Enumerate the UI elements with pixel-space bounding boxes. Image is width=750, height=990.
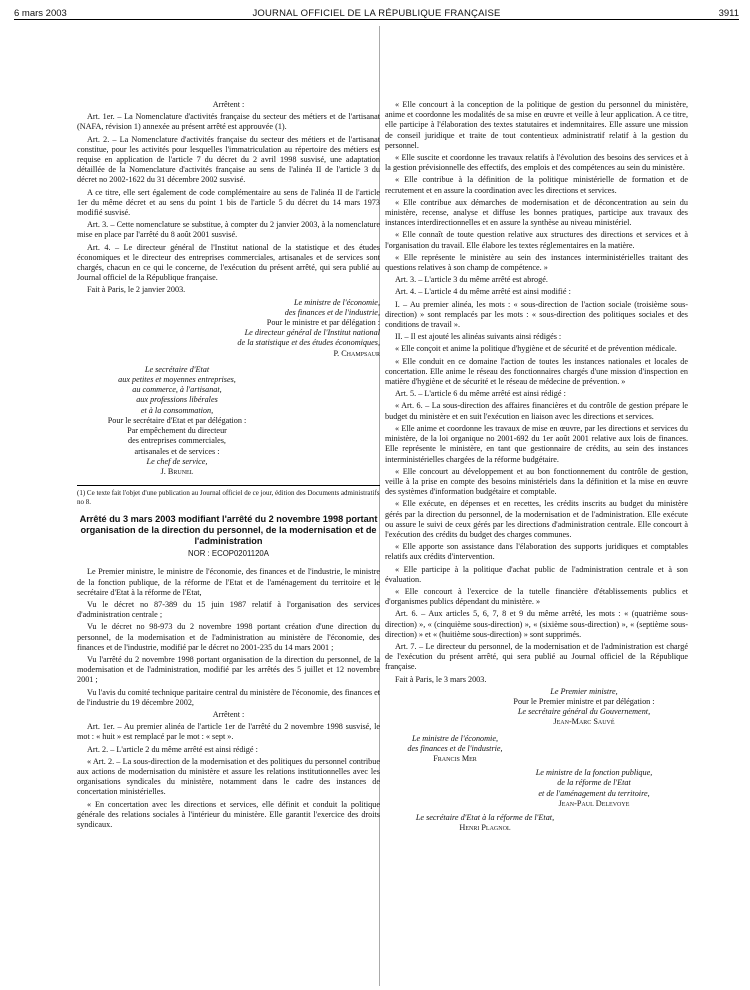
signatory-name: Jean-Paul Delevoye: [558, 798, 630, 808]
sig-line: Pour le Premier ministre et par délégation :: [513, 696, 655, 706]
sig-line: Le ministre de l'économie,: [411, 733, 499, 743]
paragraph: I. – Au premier alinéa, les mots : « sous-direction de l'action sociale (troisième sous-direction) » sont remplacés par les mots : « sous-direction des politiques sociales et des conditions de travail ».: [385, 299, 688, 330]
sig-line: Le ministre de la fonction publique,: [535, 768, 653, 778]
sig-line: de la statistique et des études économiques,: [237, 338, 380, 348]
paragraph: Art. 4. – Le directeur général de l'Institut national de la statistique et des études économiques et le directeur des entreprises commerciales, artisanales et de services sont chargés, chacun en ce qui le concerne, de l'exécution du présent arrêté, qui sera publié au Journal officiel de la République française.: [77, 242, 380, 283]
paragraph: « Elle contribue à la définition de la politique ministérielle de formation et de recrutement et en assure la coordination avec les directions et services.: [385, 175, 688, 195]
nor-reference: NOR : ECOP0201120A: [188, 549, 269, 559]
paragraph: Art. 4. – L'article 4 du même arrêté est ainsi modifié :: [395, 287, 571, 297]
sig-line: Le secrétaire d'Etat: [144, 364, 210, 374]
sig-line: et de l'aménagement du territoire,: [538, 788, 650, 798]
signature-block-pm: [480, 687, 688, 728]
paragraph: Le Premier ministre, le ministre de l'économie, des finances et de l'industrie, le ministre de la fonction publique, de la réforme de l'Etat et de l'aménagement du territoire et le secrétaire d'Etat à la réforme de l'Etat,: [77, 567, 380, 597]
signature-block-eco: [385, 734, 525, 765]
sig-line: et à la consommation,: [140, 405, 214, 415]
paragraph: Art. 5. – L'article 6 du même arrêté est ainsi rédigé :: [395, 389, 566, 399]
paragraph: « Elle contribue aux démarches de modernisation et de déconcentration au sein du ministère, recense, analyse et diffuse les bonnes pratiques, participe aux travaux des instances interdirectionnelles et en assure la synthèse au niveau ministériel.: [385, 197, 688, 228]
sig-line: des entreprises commerciales,: [128, 436, 226, 446]
paragraph: A ce titre, elle sert également de code complémentaire au sens de l'alinéa II de l'article 1er du même décret et au sens du point 1 bis de l'article 5 du décret du 14 mars 1973 modifié susvisé.: [77, 187, 380, 218]
signature-block-1: [77, 298, 380, 359]
sig-line: des finances et de l'industrie,: [284, 307, 380, 317]
header-journal-title: JOURNAL OFFICIEL DE LA RÉPUBLIQUE FRANÇAISE: [252, 8, 501, 19]
paragraph: Vu le décret no 87-389 du 15 juin 1987 relatif à l'organisation des services d'administration centrale ;: [77, 599, 380, 620]
paragraph: Art. 1er. – La Nomenclature d'activités française du secteur des métiers et de l'artisanat (NAFA, révision 1) annexée au présent arrêté est approuvée (1).: [77, 112, 380, 132]
paragraph: « Elle représente le ministère au sein des instances interministérielles traitant des questions relatives à son champ de compétence. »: [385, 252, 688, 273]
paragraph: « Elle concourt à l'exercice de la tutelle financière d'établissements publics et d'organismes publics dépendant du ministère. »: [385, 586, 688, 607]
arretent-heading: Arrêtent :: [212, 100, 245, 109]
sig-line: Le ministre de l'économie,: [293, 297, 380, 307]
signature-block-fp: [500, 768, 688, 809]
sig-line: Le secrétaire général du Gouvernement,: [517, 707, 651, 717]
sig-line: des finances et de l'industrie,: [407, 743, 503, 753]
sig-line: artisanales et de services :: [134, 446, 220, 456]
arretent-heading: Arrêtent :: [212, 709, 245, 719]
sig-line: Le directeur général de l'Institut national: [244, 328, 380, 338]
sig-line: de la réforme de l'Etat: [557, 778, 631, 788]
header-page-number: 3911: [718, 8, 739, 19]
footnote: (1) Ce texte fait l'objet d'une publication au Journal officiel de ce jour, édition des Documents administratifs no 8.: [77, 485, 380, 506]
signatory-name: Francis Mer: [433, 753, 477, 763]
paragraph: « Art. 6. – La sous-direction des affaires financières et du contrôle de gestion prépare le budget du ministère et en suit l'exécution en liaison avec les directions et services.: [385, 401, 688, 421]
decree-title: Arrêté du 3 mars 2003 modifiant l'arrêté du 2 novembre 1998 portant organisation de la direction du personnel, de la modernisation et de l'administration: [79, 514, 378, 547]
paragraph: « Elle conduit en ce domaine l'action de toutes les instances nationales et locales de concertation. Elle anime le réseau des fonctionnaires chargés d'une mission d'inspection en matière d'hygiène et de sécurité et le réseau de médecine de prévention. »: [385, 356, 688, 387]
paragraph: « En concertation avec les directions et services, elle définit et conduit la politique générale des relations sociales à l'intérieur du ministère. Elle garantit l'exercice des droits syndicaux.: [77, 799, 380, 829]
signature-block-2: [77, 365, 277, 477]
paragraph: « Elle suscite et coordonne les travaux relatifs à l'évolution des besoins des services et à la gestion prévisionnelle des effectifs, des emplois et des compétences au sein du ministère.: [385, 153, 688, 173]
paragraph: Art. 1er. – Au premier alinéa de l'article 1er de l'arrêté du 2 novembre 1998 susvisé, le mot : « huit » est remplacé par le mot : « sept ».: [77, 722, 380, 742]
fait-line: Fait à Paris, le 2 janvier 2003.: [87, 285, 186, 295]
left-column: [77, 100, 380, 832]
sig-line: au commerce, à l'artisanat,: [132, 385, 222, 395]
sig-line: aux petites et moyennes entreprises,: [118, 375, 236, 385]
paragraph: Vu le décret no 98-973 du 2 novembre 1998 portant création d'une direction du personnel, de la modernisation et de l'administration au ministère de l'économie, des finances et de l'industrie, modifié par le décret no 2001-235 du 14 mars 2001 ;: [77, 622, 380, 652]
paragraph: « Art. 2. – La sous-direction de la modernisation et des politiques du personnel contribue aux actions de modernisation du ministère et assure les relations institutionnelles avec les organisations syndicales du ministère, notamment dans le cadre des instances de concertation ministérielles.: [77, 756, 380, 797]
header-rule: [14, 19, 739, 20]
signatory-name: Jean-Marc Sauvé: [553, 717, 615, 727]
signatory-name: J. Brunel: [160, 466, 194, 476]
sig-line: Par empêchement du directeur: [127, 426, 227, 436]
paragraph: Art. 6. – Aux articles 5, 6, 7, 8 et 9 du même arrêté, les mots : « (quatrième sous-direction) », « (cinquième sous-direction) », « (sixième sous-direction) », « (septième sous-direction) » et « (huitième sous-direction) » sont supprimés.: [385, 609, 688, 639]
sig-line: Le secrétaire d'Etat à la réforme de l'Etat,: [415, 813, 555, 822]
sig-line: aux professions libérales: [136, 395, 218, 405]
paragraph: « Elle exécute, en dépenses et en recettes, les crédits inscrits au budget du ministère gérés par la direction du personnel, de la modernisation et de l'administration. Elle exécute ou assure le suivi de ceux gérés par les directions d'administration centrale. Elle concourt à l'exécution des crédits du budget des charges communes.: [385, 499, 688, 539]
sig-line: Pour le secrétaire d'Etat et par délégation :: [107, 415, 247, 425]
paragraph: Art. 7. – Le directeur du personnel, de la modernisation et de l'administration est chargé de l'exécution du présent arrêté, qui sera publié au Journal officiel de la République française.: [385, 641, 688, 672]
paragraph: II. – Il est ajouté les alinéas suivants ainsi rédigés :: [395, 332, 562, 342]
paragraph: « Elle apporte son assistance dans l'élaboration des supports juridiques et comptables relatifs aux crédits d'intervention.: [385, 542, 688, 562]
sig-line: Le Premier ministre,: [550, 686, 618, 696]
paragraph: « Elle participe à la politique d'achat public de l'administration centrale et à son évaluation.: [385, 564, 688, 584]
signatory-name: P. Champsaur: [333, 348, 380, 358]
paragraph: « Elle anime et coordonne les travaux de mise en œuvre, par les directions et services du ministère, de la loi organique no 2001-692 du 1er août 2001 relative aux lois de finances. Elle représente le ministère, en tant que gestionnaire de crédits, au sein des instances interministérielles chargées de la réforme budgétaire.: [385, 423, 688, 464]
right-column: [385, 100, 688, 833]
paragraph: « Elle concourt au développement et au bon fonctionnement du contrôle de gestion, veille à la prise en compte des besoins ministériels dans la définition et la mise en œuvre des systèmes d'information budgétaire et comptable.: [385, 466, 688, 497]
paragraph: Art. 2. – L'article 2 du même arrêté est ainsi rédigé :: [87, 744, 258, 754]
paragraph: « Elle connaît de toute question relative aux structures des directions et services et à l'organisation du travail. Elle élabore les textes réglementaires en la matière.: [385, 230, 688, 250]
signatory-name: Henri Plagnol: [459, 823, 511, 833]
fait-line: Fait à Paris, le 3 mars 2003.: [395, 674, 487, 684]
paragraph: « Elle conçoit et anime la politique d'hygiène et de sécurité et de prévention médicale.: [395, 344, 677, 354]
signature-block-se: [385, 813, 585, 833]
paragraph: Art. 2. – La Nomenclature d'activités française du secteur des métiers et de l'artisanat constitue, pour les activités pour lesquelles l'immatriculation au répertoire des métiers est requise en application de l'article 7 du décret du 2 avril 1998 susvisé, une adaptation détaillée de la Nomenclature d'activités française au sens de l'alinéa II de l'article 3 du décret no 2002-1622 du 31 décembre 2002 susvisé.: [77, 134, 380, 185]
paragraph: Art. 3. – Cette nomenclature se substitue, à compter du 2 janvier 2003, à la nomenclature mise en place par l'arrêté du 8 août 2001 susvisé.: [77, 220, 380, 240]
paragraph: Art. 3. – L'article 3 du même arrêté est abrogé.: [395, 275, 548, 285]
paragraph: « Elle concourt à la conception de la politique de gestion du personnel du ministère, anime et coordonne les modalités de sa mise en œuvre et veille à leur application. A ce titre, elle participe à l'élaboration des textes statutaires et indemnitaires. Elle assure une mission de conseil juridique et traite de tout contentieux administratif relatif à la gestion du personnel.: [385, 100, 688, 150]
sig-line: Pour le ministre et par délégation :: [266, 318, 380, 328]
paragraph: Vu l'arrêté du 2 novembre 1998 portant organisation de la direction du personnel, de la modernisation et de l'administration, modifié par les arrêtés des 5 juillet et 12 novembre 2001 ;: [77, 654, 380, 685]
header-date: 6 mars 2003: [14, 8, 67, 19]
paragraph: Vu l'avis du comité technique paritaire central du ministère de l'économie, des finances et de l'industrie du 19 décembre 2002,: [77, 687, 381, 707]
sig-line: Le chef de service,: [146, 456, 208, 466]
